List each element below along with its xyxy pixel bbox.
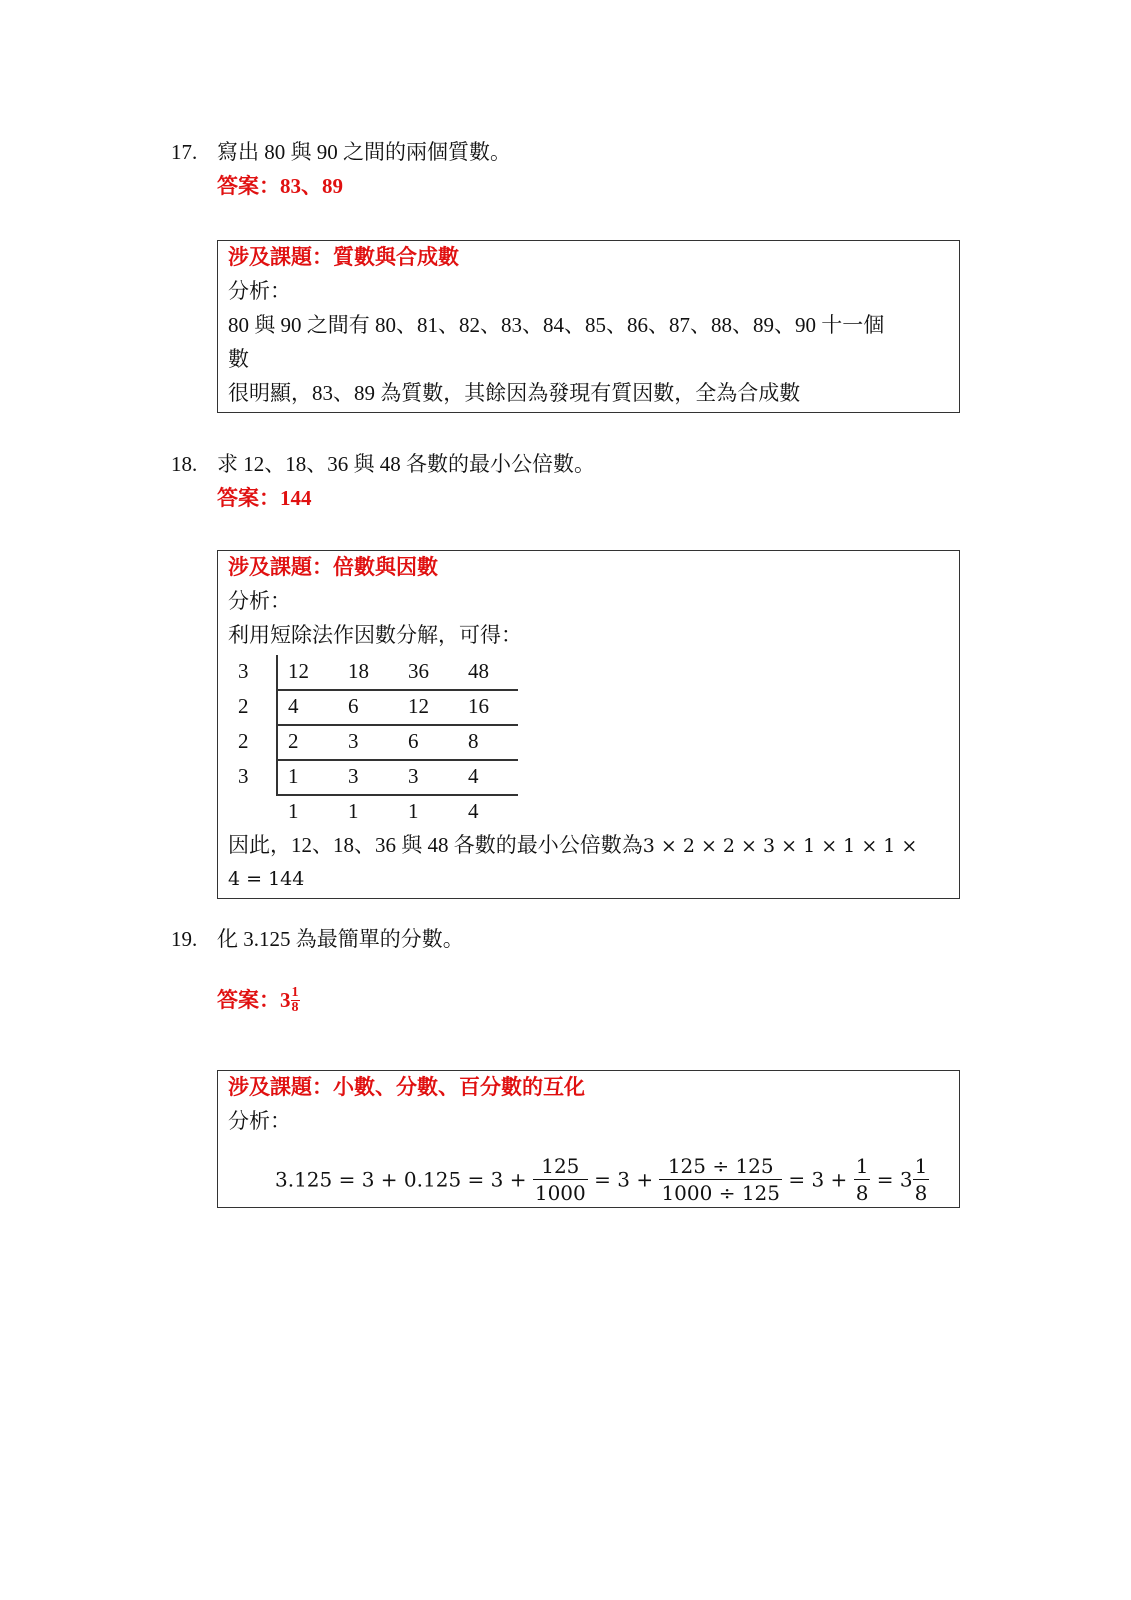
division-cell: 8 <box>468 729 479 753</box>
equation-part: = 3 + <box>594 1167 654 1192</box>
division-cell: 6 <box>348 694 359 718</box>
division-cell: 12 <box>288 659 309 683</box>
division-underline <box>276 794 518 796</box>
mixed-fraction <box>913 1153 930 1206</box>
denominator: 8 <box>914 1181 928 1205</box>
equation-part: = 3 <box>876 1167 913 1192</box>
division-cell: 1 <box>348 799 359 823</box>
numerator: 125 <box>533 1153 588 1180</box>
fraction-one-eighth <box>854 1153 871 1206</box>
divisor: 3 <box>238 659 249 683</box>
conversion-equation <box>275 1153 929 1206</box>
answer-prefix: 答案：3 <box>217 988 291 1013</box>
numerator: 125 ÷ 125 <box>659 1153 782 1180</box>
topic-title: 涉及課題：質數與合成數 <box>228 245 459 269</box>
division-cell: 16 <box>468 694 489 718</box>
conclusion-result: 4 = 144 <box>228 868 305 890</box>
analysis-line: 80 與 90 之間有 80、81、82、83、84、85、86、87、88、89、90 十一個 <box>228 313 885 337</box>
equation-part: = 3 + <box>788 1167 848 1192</box>
question-text: 寫出 80 與 90 之間的兩個質數。 <box>217 140 511 164</box>
conclusion-math: 3 × 2 × 2 × 3 × 1 × 1 × 1 × <box>642 835 918 857</box>
division-cell: 1 <box>288 799 299 823</box>
divisor: 2 <box>238 729 249 753</box>
division-bar <box>276 655 278 796</box>
division-cell: 1 <box>408 799 419 823</box>
analysis-box-18 <box>217 550 960 899</box>
topic-title: 涉及課題：小數、分數、百分數的互化 <box>228 1075 585 1099</box>
equation-part: 3.125 = 3 + 0.125 = 3 + <box>275 1167 527 1192</box>
answer-fraction <box>291 986 300 1015</box>
answer-denominator: 8 <box>291 999 299 1015</box>
question-19 <box>171 925 464 953</box>
answer-17: 答案：83、89 <box>217 174 343 198</box>
division-cell: 48 <box>468 659 489 683</box>
denominator: 1000 ÷ 125 <box>661 1181 780 1205</box>
analysis-label: 分析： <box>228 589 291 613</box>
analysis-label: 分析： <box>228 1109 291 1133</box>
analysis-label: 分析： <box>228 279 291 303</box>
division-cell: 4 <box>288 694 299 718</box>
division-cell: 12 <box>408 694 429 718</box>
conclusion-line <box>228 831 917 860</box>
answer-19 <box>217 984 300 1015</box>
denominator: 1000 <box>534 1181 586 1205</box>
division-underline <box>276 724 518 726</box>
topic-title: 涉及課題：倍數與因數 <box>228 555 438 579</box>
question-text: 化 3.125 為最簡單的分數。 <box>217 927 464 951</box>
conclusion-text: 因此，12、18、36 與 48 各數的最小公倍數為 <box>228 833 643 857</box>
division-cell: 6 <box>408 729 419 753</box>
analysis-line: 很明顯，83、89 為質數，其餘因為發現有質因數，全為合成數 <box>228 381 801 405</box>
division-cell: 3 <box>348 729 359 753</box>
analysis-box-19 <box>217 1070 960 1208</box>
answer-numerator: 1 <box>291 984 299 1000</box>
divisor: 3 <box>238 764 249 788</box>
division-cell: 3 <box>348 764 359 788</box>
division-underline <box>276 759 518 761</box>
divisor: 2 <box>238 694 249 718</box>
method-text: 利用短除法作因數分解，可得： <box>228 623 522 647</box>
fraction-125-over-1000 <box>533 1153 588 1206</box>
division-cell: 36 <box>408 659 429 683</box>
question-number: 18. <box>171 452 198 476</box>
division-cell: 1 <box>288 764 299 788</box>
division-underline <box>276 689 518 691</box>
question-17 <box>171 138 511 166</box>
numerator: 1 <box>855 1154 869 1178</box>
analysis-box-17 <box>217 240 960 413</box>
answer-18: 答案：144 <box>217 486 312 510</box>
division-cell: 2 <box>288 729 299 753</box>
question-18 <box>171 450 595 478</box>
numerator: 1 <box>914 1154 928 1178</box>
question-number: 17. <box>171 140 198 164</box>
division-cell: 18 <box>348 659 369 683</box>
analysis-line: 數 <box>228 347 249 371</box>
division-cell: 4 <box>468 799 479 823</box>
division-cell: 3 <box>408 764 419 788</box>
question-text: 求 12、18、36 與 48 各數的最小公倍數。 <box>217 452 595 476</box>
question-number: 19. <box>171 927 198 951</box>
division-cell: 4 <box>468 764 479 788</box>
fraction-reduction <box>659 1153 782 1206</box>
denominator: 8 <box>855 1181 869 1205</box>
